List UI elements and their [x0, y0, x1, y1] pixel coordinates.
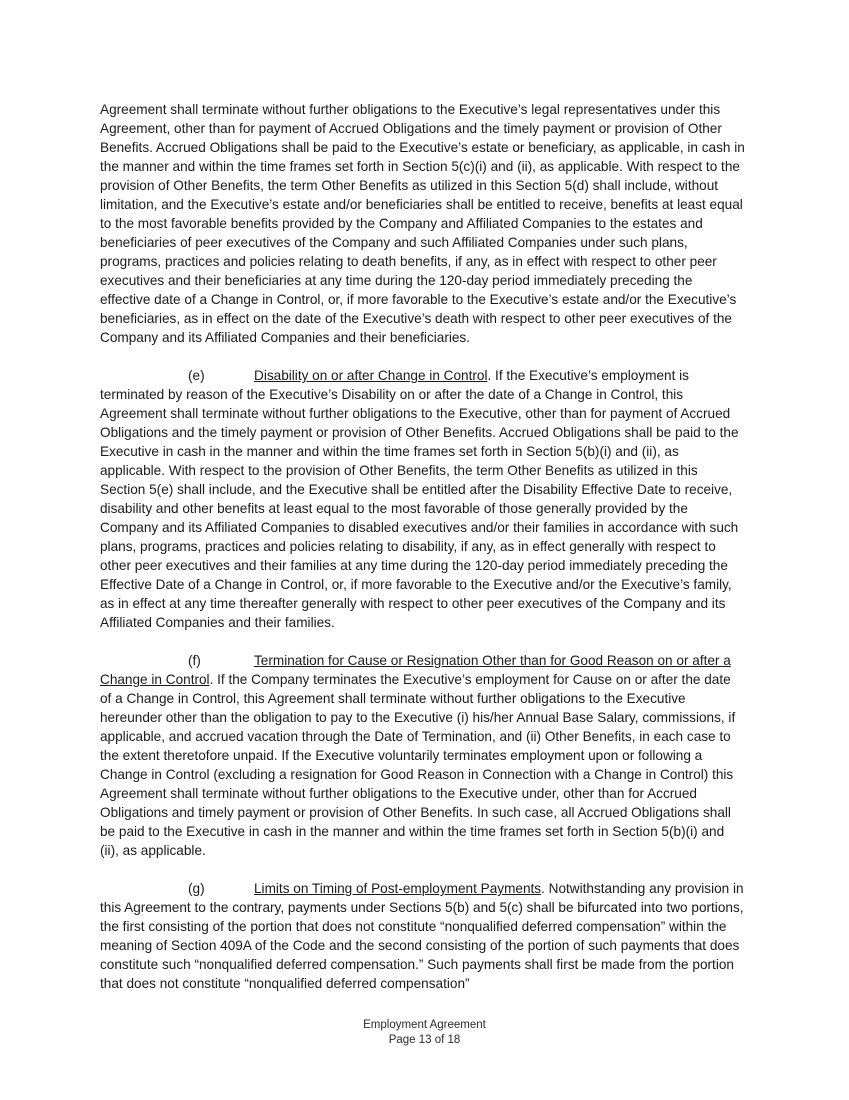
footer-title: Employment Agreement	[363, 1019, 486, 1031]
section-body: . If the Executive’s employment is terminated by reason of the Executive’s Disability on or after the date of a Change in Control, this Agreement shall terminate without further obligations to the Executive, other than for payment of Accrued Obligations and the timely payment or provision of Other Benefits. Accrued Obligations shall be paid to the Executive in cash in the manner and within the time frames set forth in Section 5(b)(i) and (ii), as applicable. With respect to the provision of Other Benefits, the term Other Benefits as utilized in this Section 5(e) shall include, and the Executive shall be entitled after the Disability Effective Date to receive, disability and other benefits at least equal to the most favorable of those generally provided by the Company and its Affiliated Companies to disabled executives and/or their families in accordance with such plans, programs, practices and policies relating to disability, if any, as in effect generally with respect to other peer executives and their families at any time during the 120-day period immediately preceding the Effective Date of a Change in Control, or, if more favorable to the Executive and/or the Executive’s family, as in effect at any time thereafter generally with respect to other peer executives of the Company and its Affiliated Companies and their families.	[100, 368, 739, 630]
section-number: (g)	[188, 881, 205, 896]
section-number: (f)	[188, 653, 201, 668]
page-number: Page 13 of 18	[388, 1034, 461, 1046]
page-footer	[0, 1018, 849, 1048]
section-body: . Notwithstanding any provision in this Agreement to the contrary, payments under Sections 5(b) and 5(c) shall be bifurcated into two portions, the first consisting of the portion that does not constitute “nonqualified deferred compensation” within the meaning of Section 409A of the Code and the second consisting of the portion of such payments that does constitute such “nonqualified deferred compensation.” Such payments shall first be made from the portion that does not constitute “nonqualified deferred compensation”	[100, 881, 744, 991]
section-5f-paragraph	[100, 651, 745, 860]
section-heading: Limits on Timing of Post-employment Payments	[254, 881, 542, 896]
section-body: . If the Company terminates the Executive’s employment for Cause on or after the date of a Change in Control, this Agreement shall terminate without further obligations to the Executive hereunder other than the obligation to pay to the Executive (i) his/her Annual Base Salary, commissions, if applicable, and accrued vacation through the Date of Termination, and (ii) Other Benefits, in each case to the extent theretofore unpaid. If the Executive voluntarily terminates employment upon or following a Change in Control (excluding a resignation for Good Reason in Connection with a Change in Control) this Agreement shall terminate without further obligations to the Executive under, other than for Accrued Obligations and timely payment or provision of Other Benefits. In such case, all Accrued Obligations shall be paid to the Executive in cash in the manner and within the time frames set forth in Section 5(b)(i) and (ii), as applicable.	[100, 672, 736, 858]
section-5e-paragraph	[100, 366, 745, 632]
section-5g-paragraph	[100, 879, 745, 993]
section-number: (e)	[188, 368, 205, 383]
document-page	[100, 100, 745, 1012]
section-heading: Termination for Cause or Resignation Other than for Good Reason on or after a Change in Control	[100, 653, 731, 687]
paragraph-death-benefits: Agreement shall terminate without further obligations to the Executive’s legal representatives under this Agreement, other than for payment of Accrued Obligations and the timely payment or provision of Other Benefits. Accrued Obligations shall be paid to the Executive’s estate or beneficiary, as applicable, in cash in the manner and within the time frames set forth in Section 5(c)(i) and (ii), as applicable. With respect to the provision of Other Benefits, the term Other Benefits as utilized in this Section 5(d) shall include, without limitation, and the Executive’s estate and/or beneficiaries shall be entitled to receive, benefits at least equal to the most favorable benefits provided by the Company and Affiliated Companies to the estates and beneficiaries of peer executives of the Company and such Affiliated Companies under such plans, programs, practices and policies relating to death benefits, if any, as in effect with respect to other peer executives and their beneficiaries at any time during the 120-day period immediately preceding the effective date of a Change in Control, or, if more favorable to the Executive’s estate and/or the Executive’s beneficiaries, as in effect on the date of the Executive’s death with respect to other peer executives of the Company and its Affiliated Companies and their beneficiaries.	[100, 102, 745, 345]
section-heading: Disability on or after Change in Control	[254, 368, 488, 383]
